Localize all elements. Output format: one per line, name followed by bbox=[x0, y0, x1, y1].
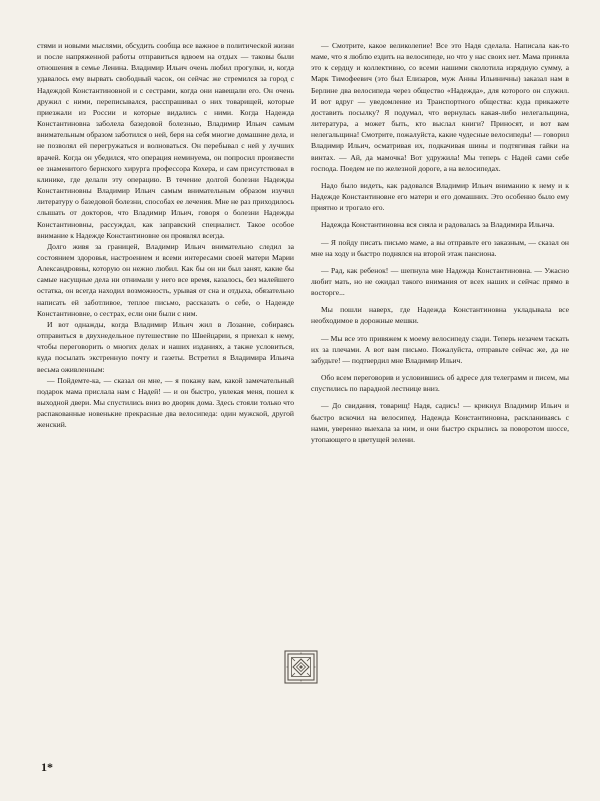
paragraph: — Пойдемте-ка, — сказал он мне, — я покажу вам, какой замечательный подарок мама прислала нам с Надей! — и он быстро, увлекая меня, пошел к выходной двери. Мы спустились вниз во дворик дома. Здесь стояли только что распакованные новенькие прекрасные два велосипеда: один мужской, другой женский. bbox=[37, 375, 294, 430]
page-folio: 1* bbox=[41, 760, 53, 774]
paragraph: — Смотрите, какое великолепие! Все это Надя сделала. Написала как-то маме, что я люблю ездить на велосипеде, но что у нас своих нет. Мама приняла это к сердцу и коллективно, со всеми нашими сколотила изрядную сумму, а Марк Тимофеевич (это был Елизаров, муж Анны Ильиничны) заказал нам в Берлине два велосипеда через общество «Надежда», для которого он служил. И вот вдруг — уведомление из Транспортного общества: куда прикажете доставить посылку? Я подумал, что вернулась какая-либо нелегальщина, литература, а может быть, кто выслал книги? Приносят, и вот вам нелегальщина! Смотрите, пожалуйста, какие чудесные велосипеды! — говорил Владимир Ильич, осматривая их, подкачивая шины и подтягивая гайки на винтах. — Ай, да мамочка! Вот удружила! Мы теперь с Надей сами себе господа. Поедем не по железной дороге, а на велосипедах. bbox=[311, 41, 569, 173]
paragraph: Надежда Константиновна вся сияла и радовалась за Владимира Ильича. bbox=[321, 220, 555, 230]
paragraph: — До свидания, товарищ! Надя, садись! — крикнул Владимир Ильич и быстро вскочил на велосипед. Надежда Константиновна, раскланиваясь с нами, уверенно выехала за ним, и они быстро скрылись за поворотом шоссе, утопающего в цветущей зелени. bbox=[311, 401, 569, 444]
paragraph: Долго живя за границей, Владимир Ильич внимательно следил за состоянием здоровья, настроением и всеми интересами своей матери Марии Александровны, которую он нежно любил. Как бы он ни был занят, какие бы самые насущные дела ни отнимали у него все время, казалось, без малейшего остатка, он всегда находил возможность, урывая от сна и отдыха, обязательно написать ей заботливое, теплое письмо, рассказать о себе, о Надежде Константиновне, о сестрах, если они были с ним. bbox=[37, 241, 294, 318]
paragraph: Мы пошли наверх, где Надежда Константиновна укладывала все необходимое в дорожные мешки. bbox=[311, 305, 569, 326]
left-column bbox=[37, 40, 294, 430]
ornamental-vignette-icon bbox=[284, 650, 318, 684]
paragraph: стями и новыми мыслями, обсудить сообща все важное в политической жизни и после напряженной работы отправиться вдвоем на отдых — таковы были отношения в семье Ленина. Владимир Ильич очень любил прогулки, и, когда удавалось ему вырвать свободный часок, он сейчас же стремился за город с Надеждой Константиновной и с сестрами, когда они навещали его. Он очень дружил с ними, переписывался, расспрашивал о них товарищей, которые приезжали из России и которые видались с ними. Когда Надежда Константиновна заболела базедовой болезнью, Владимир Ильич самым внимательным образом заботился о ней, беря на себя многие домашние дела, и не позволял ей перегружаться и волноваться. Он перебывал с ней у лучших врачей. Когда он убедился, что операция неминуема, он попросил произвести ее знаменитого бернского хирурга профессора Кохера, и сам присутствовал в клинике, где делали эту операцию. В течение долгой болезни Надежды Константиновны Владимир Ильич самым внимательным образом изучил литературу о базедовой болезни, способах ее лечения. Мне не раз приходилось слышать от докторов, что Владимир Ильич, говоря о болезни Надежды Константиновны, рассуждал, как заправский специалист. Такое особое внимание к Надежде Константиновне он проявлял всегда. bbox=[37, 41, 294, 240]
paragraph: Обо всем переговорив и условившись об адресе для телеграмм и писем, мы спустились по парадной лестнице вниз. bbox=[311, 373, 569, 394]
paragraph: Надо было видеть, как радовался Владимир Ильич вниманию к нему и к Надежде Константиновне его матери и его домашних. Это особенно было ему приятно и трогало его. bbox=[311, 180, 569, 213]
paragraph: — Мы все это привяжем к моему велосипеду сзади. Теперь незачем таскать их за плечами. А вот вам письмо. Пожалуйста, отправьте сейчас же, да не забудьте! — подтвердил мне Владимир Ильич. bbox=[311, 333, 569, 365]
paragraph: И вот однажды, когда Владимир Ильич жил в Лозанне, собираясь отправиться в двухнедельное путешествие по Швейцарии, я приехал к нему, чтобы переговорить о многих делах и наших изданиях, а также условиться, куда посылать экстренную почту и газеты. Встретил я Владимира Ильича весьма оживленным: bbox=[37, 319, 294, 374]
right-column bbox=[311, 40, 569, 451]
paragraph: — Рад, как ребенок! — шепнула мне Надежда Константиновна. — Ужасно любит мать, но не ожидал такого внимания от всех наших и сейчас прямо в восторге... bbox=[311, 265, 569, 298]
paragraph: — Я пойду писать письмо маме, а вы отправьте его заказным, — сказал он мне на ходу и быстро поднялся на второй этаж пансиона. bbox=[311, 237, 569, 258]
